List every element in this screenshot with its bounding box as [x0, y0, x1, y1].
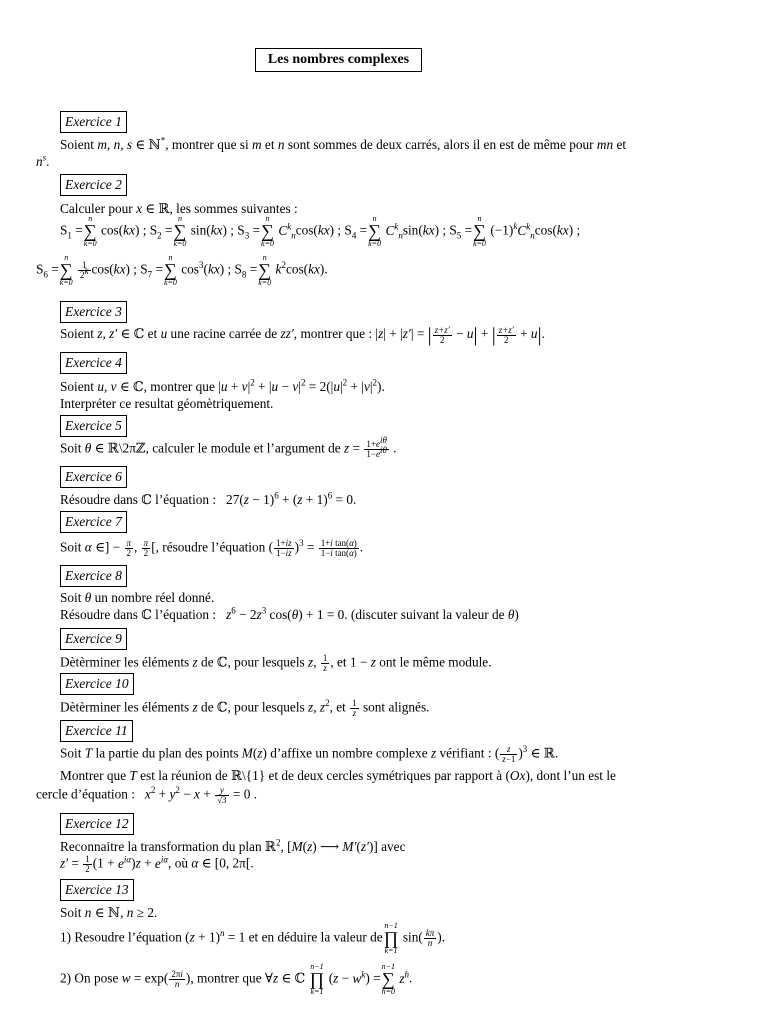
- exercise-11-circle: cercle d’équation : $x^2 + y^2 - x$ + $\frac{y}{√3}$ = 0 .: [36, 785, 258, 805]
- exercise-2-sums-line2: $S_6$ = n ∑ k=0 $\frac{1}{2^k}$ cos(kx) ; $S_7$ = n ∑ k=0 $\cos^3(kx)$ ; $S_8$ = n ∑ k=0 $k^2\cos(kx)$.: [36, 253, 328, 288]
- exercise-6-label: Exercice 6: [60, 466, 127, 488]
- exercise-7-label: Exercice 7: [60, 511, 127, 533]
- exercise-1-label: Exercice 1: [60, 111, 127, 133]
- exercise-12-formula: z′ = $\frac{1}{2}$ $(1 + e^{i\alpha})z + e^{i\alpha}$, où α ∈ [0, 2π[.: [60, 854, 254, 874]
- exercise-3-statement: Soient z, z′ ∈ ℂ et u une racine carrée de zz′, montrer que : |z| + |z′| = | $\frac{z+z'}{2}$ − u| + | $\frac{z+z'}{2}$ + u|.: [60, 324, 545, 346]
- exercise-13-given: Soit n ∈ ℕ, n ≥ 2.: [60, 905, 158, 920]
- exercise-3-label: Exercice 3: [60, 301, 127, 323]
- exercise-13-part1: 1) Resoudre l’équation $(z + 1)^n = 1$ et en déduire la valeur de n−1 ∏ k=1 sin( $\frac{k\pi}{n}$ ).: [60, 921, 446, 956]
- exercise-13-part2: 2) On pose w = exp( $\frac{2\pi i}{n}$ ), montrer que ∀z ∈ ℂ n−1 ∏ k=1 $(z - w^k)$ = n−1 ∑ h=0 $z^h$.: [60, 962, 413, 997]
- exercise-11-show: Montrer que T est la réunion de ℝ\{1} et de deux cercles symétriques par rapport à (Ox), dont l’un est le: [60, 768, 616, 783]
- exercise-4-label: Exercice 4: [60, 352, 127, 374]
- exercise-1-statement: Soient m, n, s ∈ ℕ*, montrer que si m et n sont sommes de deux carrés, alors il en est de même pour mn et: [60, 135, 627, 152]
- exercise-4-statement: Soient u, v ∈ ℂ, montrer que $|u + v|^2 + |u - v|^2 = 2(|u|^2 + |v|^2)$.: [60, 377, 385, 394]
- exercise-8-statement: Résoudre dans ℂ l’équation : $z^6 - 2z^3$ cos(θ) + 1 = 0. (discuter suivant la valeur de θ): [60, 605, 519, 622]
- exercise-1-statement-cont: $n^s$.: [36, 152, 50, 169]
- exercise-11-statement: Soit T la partie du plan des points M(z) d’affixe un nombre complexe z vérifiant : ( $\frac{z}{z-1}$ )$^3$ ∈ ℝ.: [60, 744, 559, 764]
- page-title: Les nombres complexes: [255, 48, 422, 72]
- exercise-5-label: Exercice 5: [60, 415, 127, 437]
- exercise-10-statement: Dètèrminer les éléments z de ℂ, pour lesquels z, $z^2$, et $\frac{1}{z}$ sont alignés.: [60, 698, 430, 718]
- exercise-12-statement: Reconnaitre la transformation du plan ℝ$^2$, [M(z) ⟶ M′(z′)] avec: [60, 837, 406, 854]
- exercise-6-statement: Résoudre dans ℂ l’équation : $27(z - 1)^6 + (z + 1)^6 = 0$.: [60, 490, 357, 507]
- exercise-9-label: Exercice 9: [60, 628, 127, 650]
- exercise-10-label: Exercice 10: [60, 673, 134, 695]
- exercise-9-statement: Dètèrminer les éléments z de ℂ, pour lesquels z, $\frac{1}{z}$ , et 1 − z ont le même module.: [60, 653, 492, 673]
- exercise-8-given: Soit θ un nombre réel donné.: [60, 590, 215, 605]
- exercise-2-sums-line1: $S_1$ = n ∑ k=0 cos(kx) ; $S_2$ = n ∑ k=0 sin(kx) ; $S_3$ = n ∑ k=0 $C^k_n\cos(kx)$ ; $S_4$ = n ∑ k=0 $C^k_n\sin(kx)$ ; $S_5$ = n ∑ k=0 $(-1)^kC^k_n\cos(kx)$ ;: [60, 214, 581, 249]
- exercise-11-label: Exercice 11: [60, 720, 133, 742]
- exercise-7-statement: Soit α ∈] − $\frac{\pi}{2}$ , $\frac{\pi}{2}$ [, résoudre l’équation ( $\frac{1+iz}{1-iz}$ )$^3$ = $\frac{\text{1+i tan(α)}}{\text{1−i tan(α)}}$ .: [60, 538, 364, 558]
- exercise-5-statement: Soit θ ∈ ℝ\2πℤ, calculer le module et l’argument de z = $\frac{1+e^{i\theta}}{1-e^{i\theta}}$ .: [60, 435, 397, 459]
- exercise-4-interpret: Interpréter ce resultat géomètriquement.: [60, 396, 274, 411]
- exercise-13-label: Exercice 13: [60, 879, 134, 901]
- exercise-12-label: Exercice 12: [60, 813, 134, 835]
- exercise-8-label: Exercice 8: [60, 565, 127, 587]
- exercise-2-intro: Calculer pour x ∈ ℝ, les sommes suivantes :: [60, 201, 298, 216]
- exercise-2-label: Exercice 2: [60, 174, 127, 196]
